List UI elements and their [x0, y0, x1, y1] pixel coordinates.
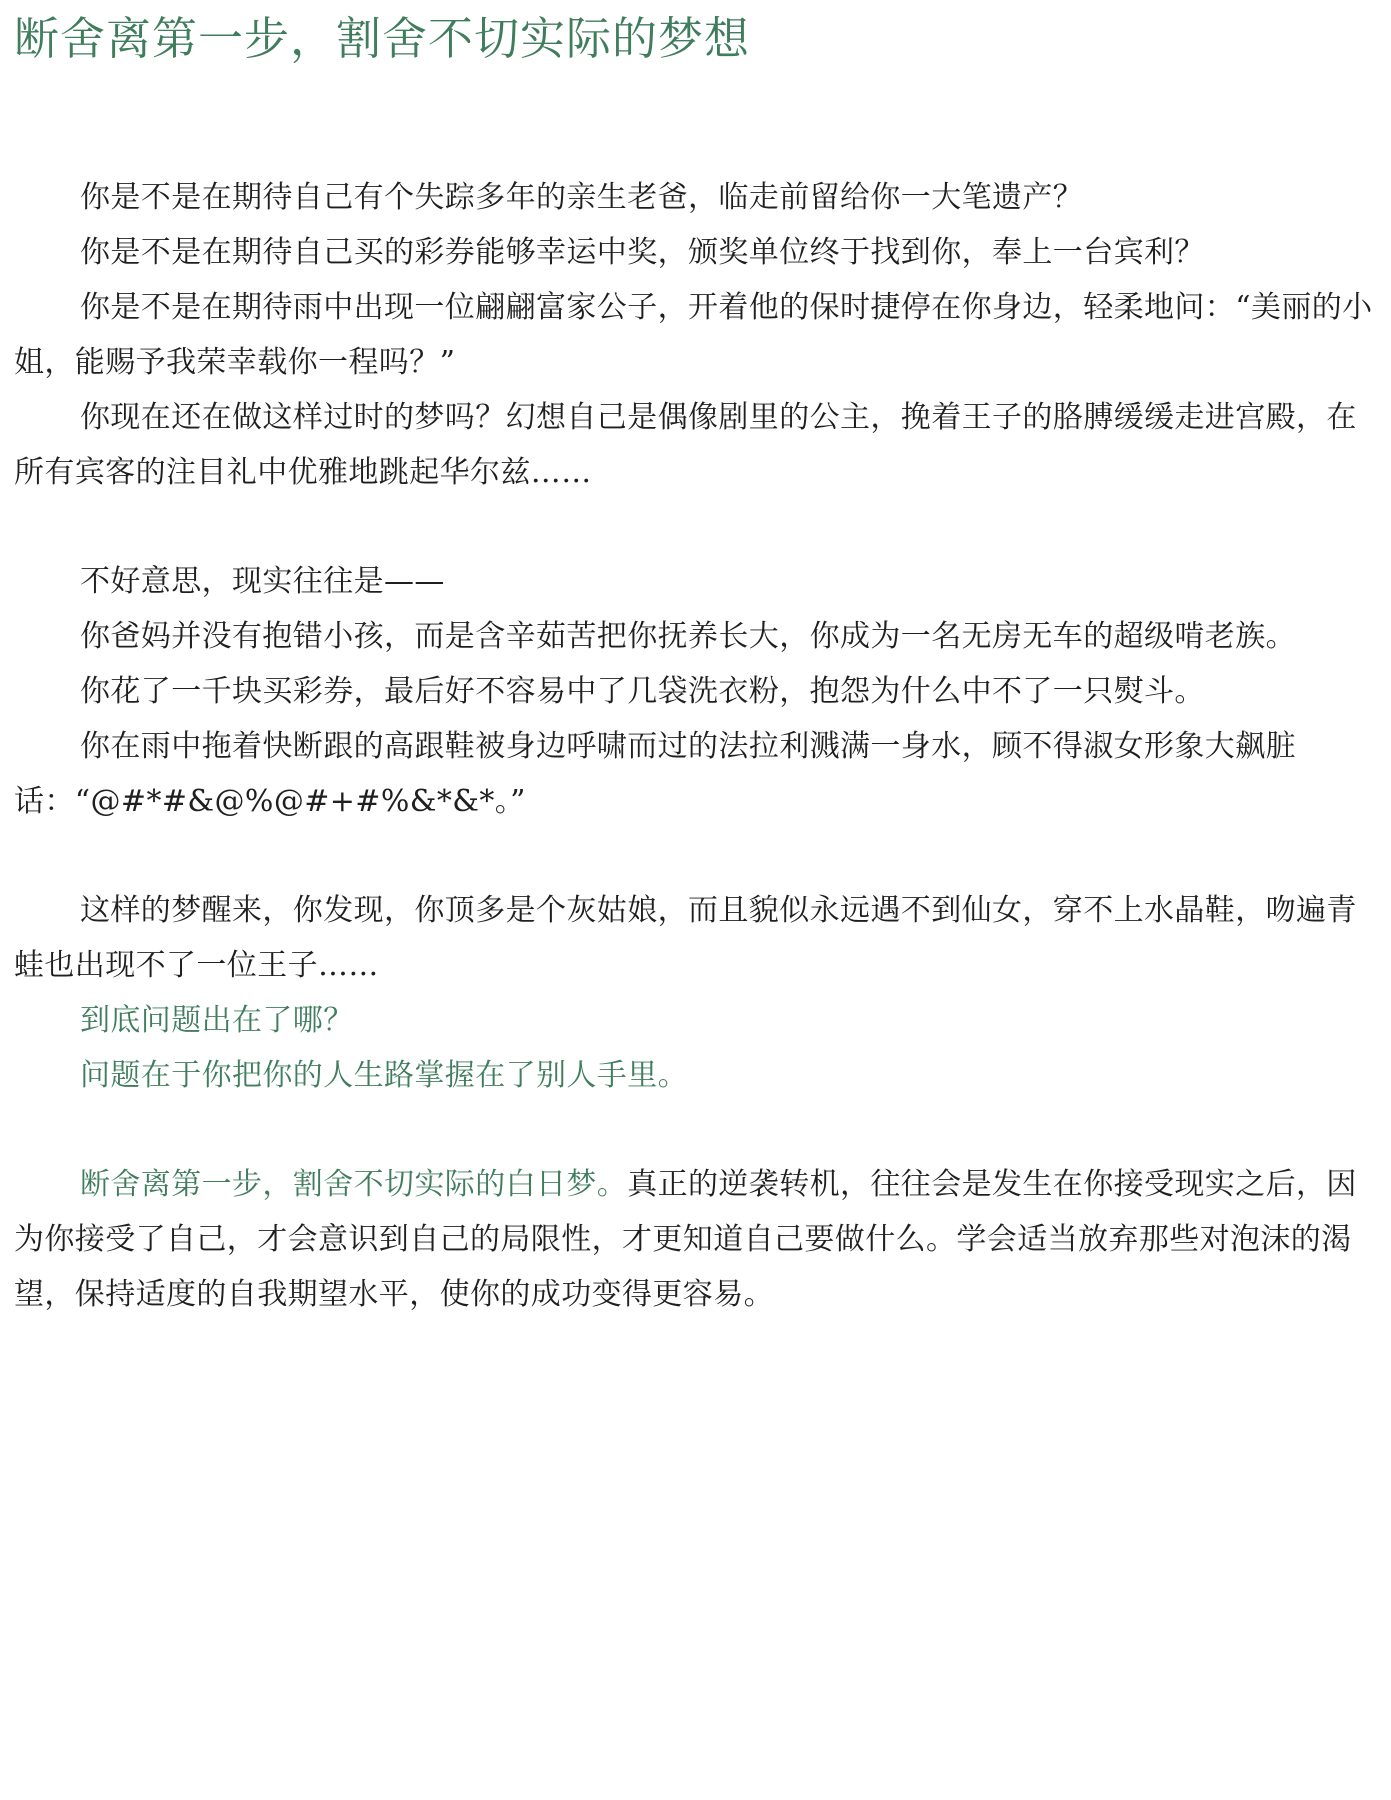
paragraph-7: 你花了一千块买彩券，最后好不容易中了几袋洗衣粉，抱怨为什么中不了一只熨斗。: [80, 674, 1205, 709]
paragraph-gap: [14, 829, 1376, 883]
article-body: [14, 170, 1376, 1322]
paragraph-9: 这样的梦醒来，你发现，你顶多是个灰姑娘，而且貌似永远遇不到仙女，穿不上水晶鞋，吻遍青蛙也出现不了一位王子……: [14, 893, 1357, 983]
paragraph-8: 你在雨中拖着快断跟的高跟鞋被身边呼啸而过的法拉利溅满一身水，顾不得淑女形象大飙脏话：“@#*#&@%@#+#%&*&*。”: [14, 729, 1296, 819]
page-title: 断舍离第一步，割舍不切实际的梦想: [14, 12, 751, 65]
paragraph-1: 你是不是在期待自己有个失踪多年的亲生老爸，临走前留给你一大笔遗产？: [80, 180, 1084, 215]
paragraph-5: 不好意思，现实往往是——: [80, 564, 445, 599]
paragraph-gap: [14, 500, 1376, 554]
conclusion-text: 真正的逆袭转机，往往会是发生在你接受现实之后，因为你接受了自己，才会意识到自己的局限性，才更知道自己要做什么。学会适当放弃那些对泡沫的渴望，保持适度的自我期望水平，使你的成功变得更容易。: [14, 1167, 1357, 1312]
conclusion-highlight: 断舍离第一步，割舍不切实际的白日梦。: [80, 1167, 628, 1202]
highlight-answer: 问题在于你把你的人生路掌握在了别人手里。: [80, 1058, 688, 1093]
paragraph-4: 你现在还在做这样过时的梦吗？幻想自己是偶像剧里的公主，挽着王子的胳膊缓缓走进宫殿，在所有宾客的注目礼中优雅地跳起华尔兹……: [14, 400, 1357, 490]
paragraph-gap: [14, 1103, 1376, 1157]
document-page: [14, 0, 1376, 1322]
paragraph-2: 你是不是在期待自己买的彩券能够幸运中奖，颁奖单位终于找到你，奉上一台宾利？: [80, 235, 1205, 270]
paragraph-6: 你爸妈并没有抱错小孩，而是含辛茹苦把你抚养长大，你成为一名无房无车的超级啃老族。: [80, 619, 1296, 654]
highlight-question: 到底问题出在了哪？: [80, 1003, 354, 1038]
paragraph-conclusion: [14, 1157, 1376, 1322]
paragraph-3: 你是不是在期待雨中出现一位翩翩富家公子，开着他的保时捷停在你身边，轻柔地问：“美丽的小姐，能赐予我荣幸载你一程吗？”: [14, 290, 1373, 380]
